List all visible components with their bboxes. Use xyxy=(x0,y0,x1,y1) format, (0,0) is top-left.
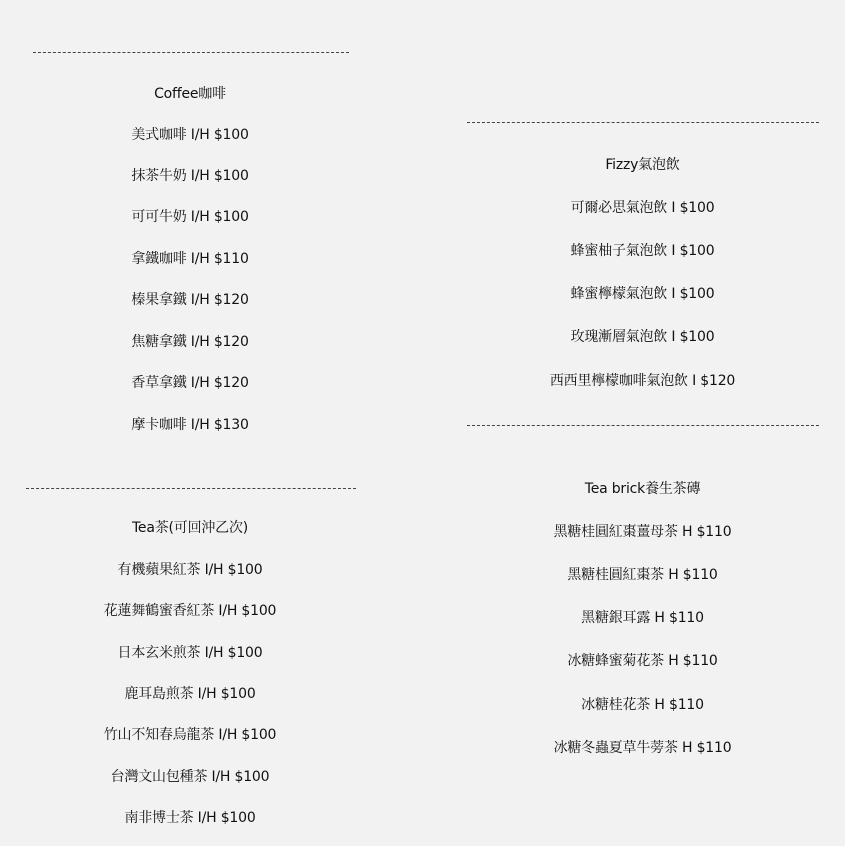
menu-item: 冰糖冬蟲夏草牛蒡茶 H $110 xyxy=(553,740,732,756)
menu-item: 蜂蜜檸檬氣泡飲 I $100 xyxy=(570,286,715,302)
menu-item: 有機蘋果紅茶 I/H $100 xyxy=(117,562,263,578)
menu-item: 摩卡咖啡 I/H $130 xyxy=(131,417,249,433)
menu-item: 西西里檸檬咖啡氣泡飲 I $120 xyxy=(549,373,736,389)
menu-item: 黑糖桂圓紅棗茶 H $110 xyxy=(567,567,718,583)
menu-item: 香草拿鐵 I/H $120 xyxy=(131,375,249,391)
menu-item: 黑糖銀耳露 H $110 xyxy=(581,610,704,626)
teabrick-title: Tea brick養生茶磚 xyxy=(584,481,701,497)
menu-item: 台灣文山包種茶 I/H $100 xyxy=(110,769,270,785)
menu-item: 可爾必思氣泡飲 I $100 xyxy=(570,200,715,216)
menu-item: 玫瑰漸層氣泡飲 I $100 xyxy=(570,329,715,345)
menu-item: 焦糖拿鐵 I/H $120 xyxy=(131,334,249,350)
menu-item: 日本玄米煎茶 I/H $100 xyxy=(117,645,263,661)
menu-item: 抹茶牛奶 I/H $100 xyxy=(131,168,249,184)
menu-item: 花蓮舞鶴蜜香紅茶 I/H $100 xyxy=(103,603,277,619)
menu-item: 冰糖桂花茶 H $110 xyxy=(581,697,704,713)
coffee-title: Coffee咖啡 xyxy=(154,86,226,102)
menu-item: 鹿耳島煎茶 I/H $100 xyxy=(124,686,256,702)
menu-item: 美式咖啡 I/H $100 xyxy=(131,127,249,143)
tea-title: Tea茶(可回沖乙次) xyxy=(131,520,249,536)
menu-item: 竹山不知春烏龍茶 I/H $100 xyxy=(103,727,277,743)
fizzy-title: Fizzy氣泡飲 xyxy=(605,157,680,173)
menu-item: 南非博士茶 I/H $100 xyxy=(124,810,256,826)
menu-item: 冰糖蜂蜜菊花茶 H $110 xyxy=(567,653,718,669)
menu-item: 拿鐵咖啡 I/H $110 xyxy=(131,251,249,267)
teabrick-section xyxy=(440,0,845,846)
menu-item: 黑糖桂圓紅棗薑母茶 H $110 xyxy=(553,524,732,540)
menu-item: 可可牛奶 I/H $100 xyxy=(131,209,249,225)
menu-item: 蜂蜜柚子氣泡飲 I $100 xyxy=(570,243,715,259)
menu-item: 榛果拿鐵 I/H $120 xyxy=(131,292,249,308)
tea-section xyxy=(0,0,380,846)
